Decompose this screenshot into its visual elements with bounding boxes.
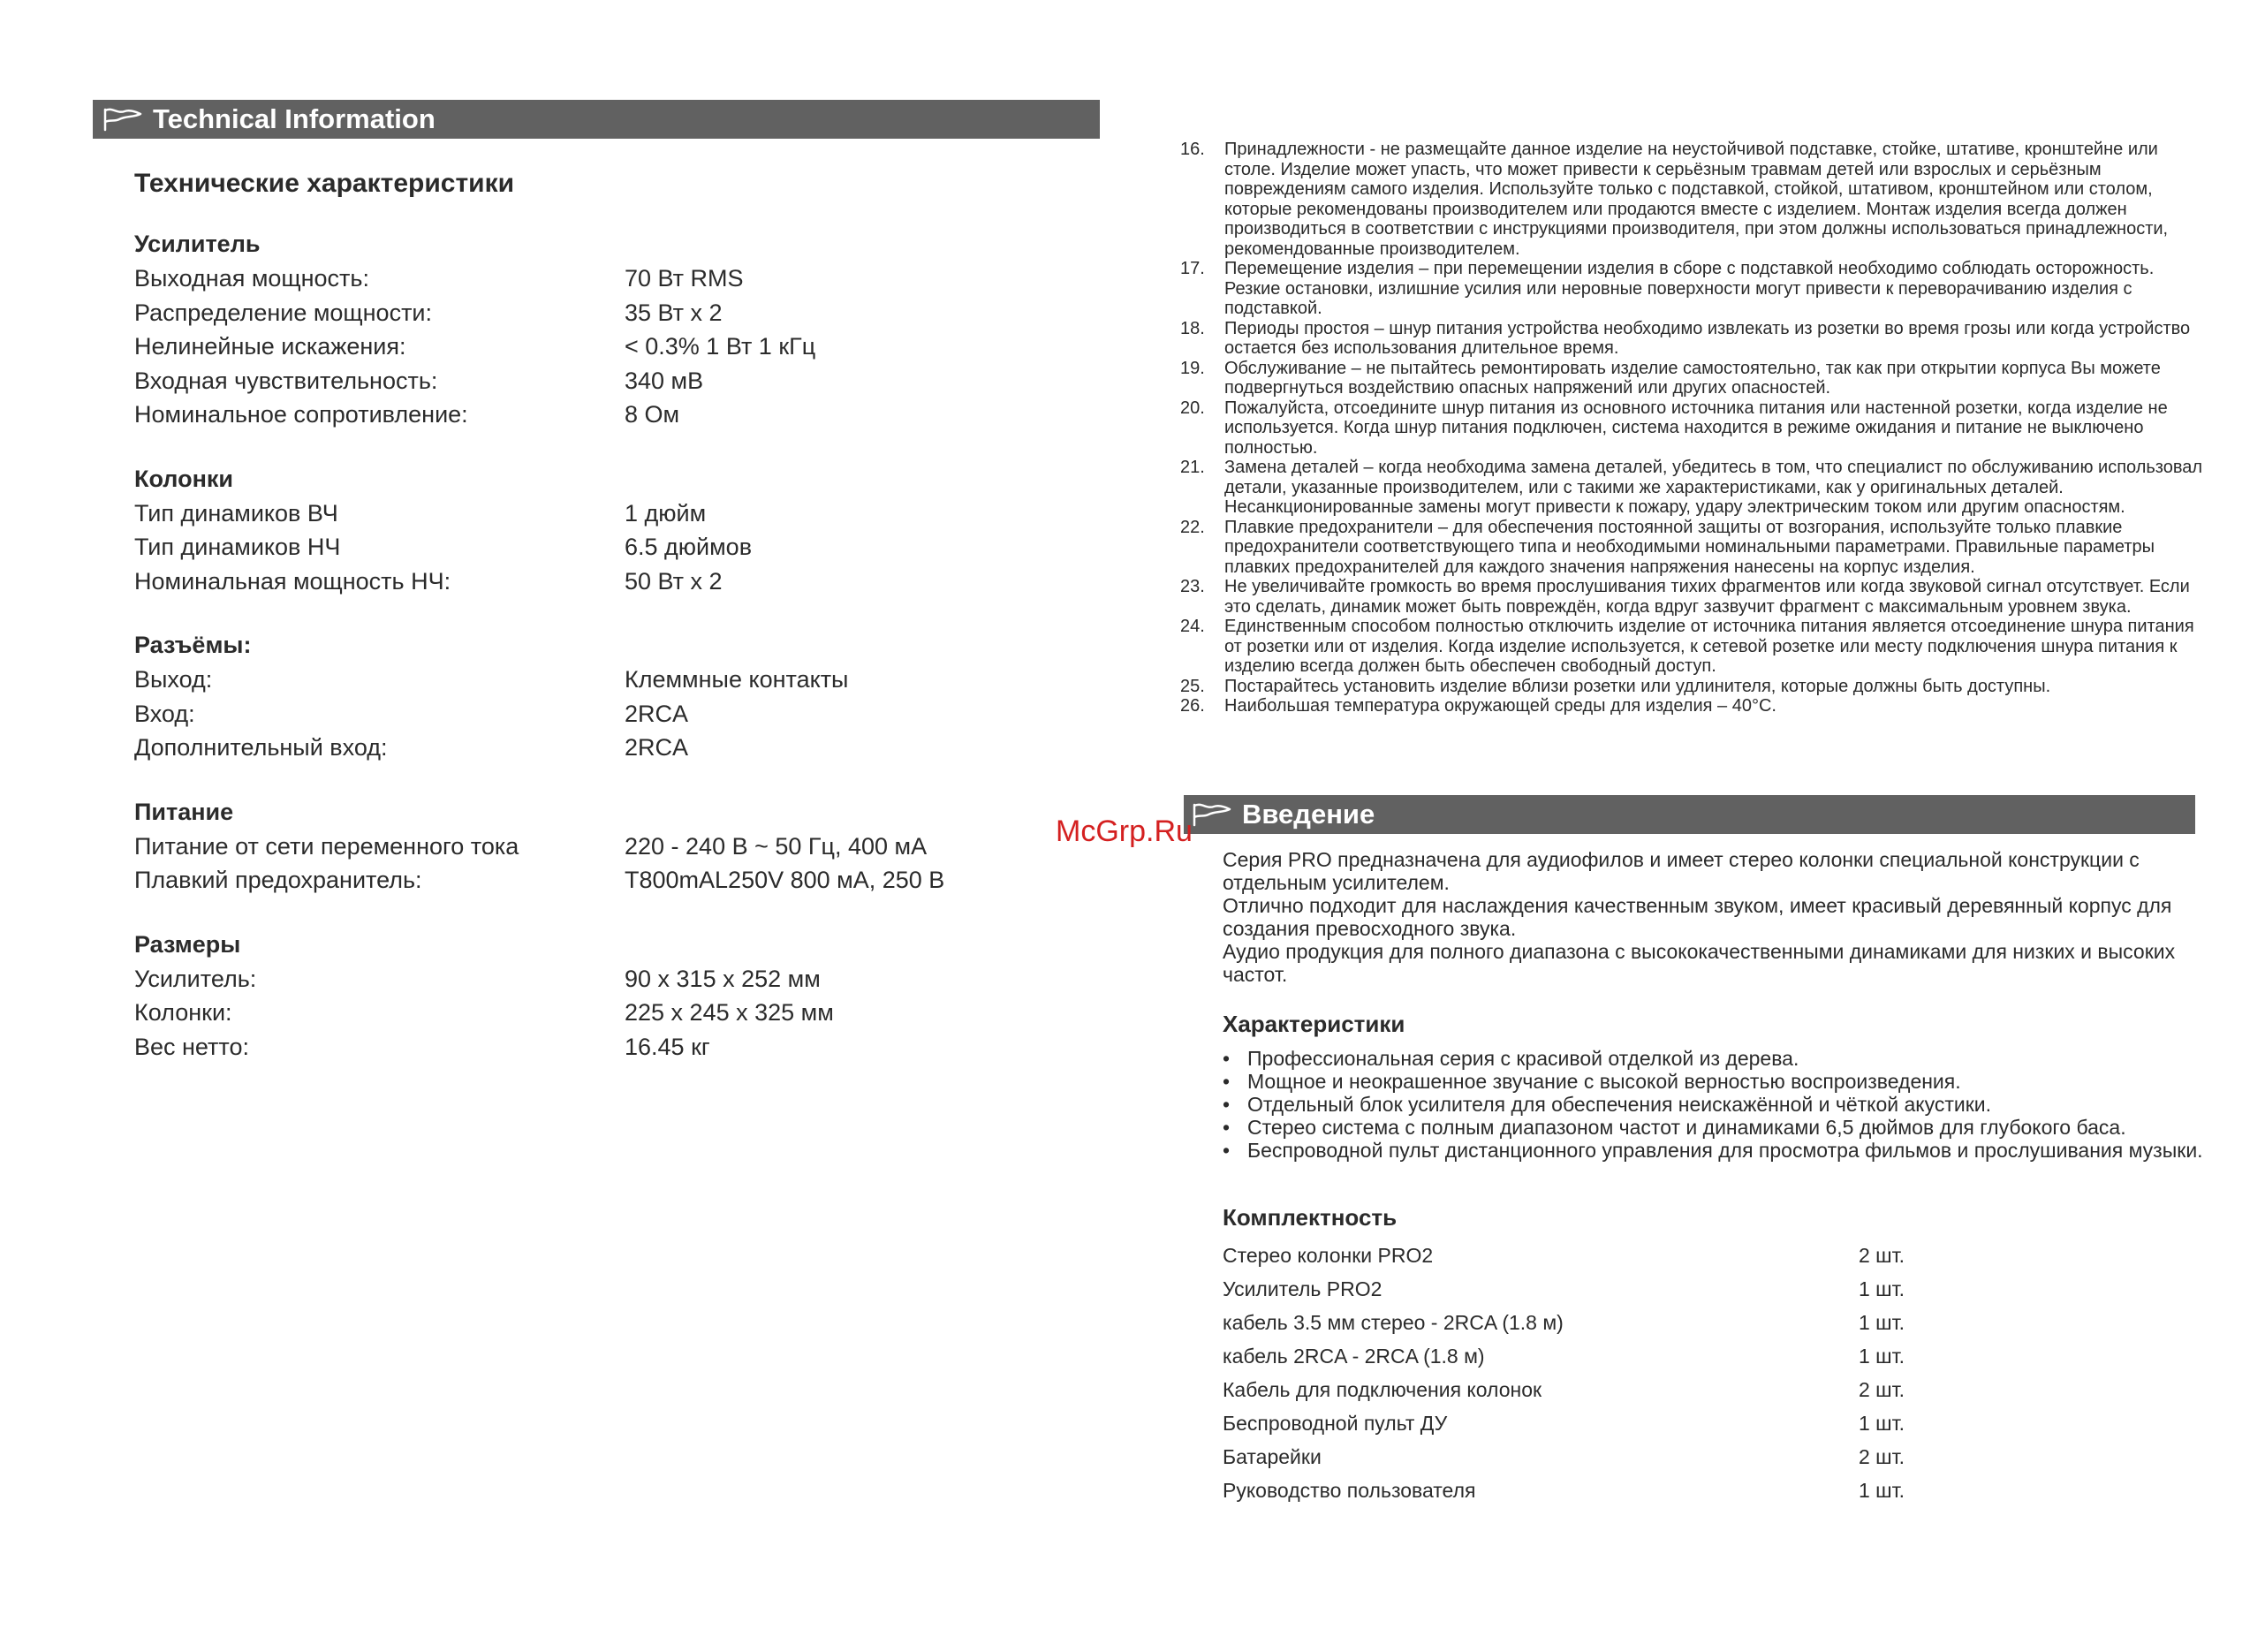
rule-item <box>1180 617 2214 677</box>
bullet-icon: • <box>1223 1116 1231 1139</box>
kit-row <box>1223 1272 2212 1306</box>
flag-icon <box>1191 802 1231 827</box>
bullet-icon: • <box>1223 1047 1231 1070</box>
spec-row <box>134 330 1062 364</box>
kit-item-qty: 1 шт. <box>1859 1277 1905 1300</box>
spec-sections <box>134 231 1062 1064</box>
spec-value: 225 x 245 x 325 мм <box>625 999 834 1026</box>
kit-row <box>1223 1339 2212 1373</box>
specs-panel <box>134 163 1062 1097</box>
spec-value: 35 Вт x 2 <box>625 299 723 326</box>
rule-number: 18. <box>1180 318 1205 338</box>
intro-paragraph: Серия PRO предназначена для аудиофилов и имеет стерео колонки специальной конструкции с отдельным усилителем. <box>1223 848 2140 894</box>
watermark: McGrp.Ru <box>1056 815 1193 848</box>
intro-paragraphs <box>1223 848 2212 986</box>
spec-label: Колонки: <box>134 999 232 1026</box>
spec-label: Дополнительный вход: <box>134 734 388 761</box>
kit-list <box>1223 1239 2212 1507</box>
rule-number: 20. <box>1180 398 1205 418</box>
spec-value: 50 Вт x 2 <box>625 567 723 595</box>
spec-value: 90 x 315 x 252 мм <box>625 965 821 992</box>
kit-row <box>1223 1239 2212 1272</box>
spec-value: Клеммные контакты <box>625 666 849 693</box>
rule-item <box>1180 458 2214 518</box>
kit-row <box>1223 1474 2212 1507</box>
kit-item-qty: 2 шт. <box>1859 1244 1905 1267</box>
rule-number: 21. <box>1180 458 1205 477</box>
kit-item-qty: 1 шт. <box>1859 1311 1905 1334</box>
spec-row <box>134 830 1062 864</box>
kit-item-name: Усилитель PRO2 <box>1223 1277 1382 1300</box>
rule-number: 22. <box>1180 517 1205 537</box>
kit-heading: Комплектность <box>1223 1204 1398 1231</box>
technical-information-title: Technical Information <box>153 103 436 134</box>
feature-item <box>1223 1047 2212 1070</box>
spec-label: Нелинейные искажения: <box>134 333 406 360</box>
kit-item-name: Стерео колонки PRO2 <box>1223 1244 1434 1267</box>
spec-label: Тип динамиков НЧ <box>134 534 341 560</box>
spec-label: Питание от сети переменного тока <box>134 832 519 860</box>
feature-text: Профессиональная серия с красивой отделкой из дерева. <box>1247 1047 1799 1070</box>
spec-row <box>134 962 1062 997</box>
flag-icon <box>102 107 142 132</box>
rule-text: Принадлежности - не размещайте данное изделие на неустойчивой подставке, стойке, штативе, кронштейне или столе. Изделие может упасть, что может привести к серьёзным травмам детей или взрослых и серьёзным повреждениям самого изделия. Используйте только с подставкой, стойкой, штативом, кронштейном или столом, которые рекомендованы производителем или продаются вместе с изделием. Монтаж изделия всегда должен производиться в соответствии с инструкциями производителя, при этом должны использоваться принадлежности, рекомендованные производителем. <box>1224 140 2169 259</box>
spec-row <box>134 863 1062 898</box>
rule-item <box>1180 577 2214 617</box>
rule-text: Наибольшая температура окружающей среды для изделия – 40°C. <box>1224 696 1776 716</box>
kit-item-qty: 1 шт. <box>1859 1345 1905 1368</box>
spec-row <box>134 565 1062 599</box>
spec-row <box>134 996 1062 1030</box>
safety-rules-list <box>1180 140 2214 716</box>
spec-section-heading: Усилитель <box>134 231 261 257</box>
kit-item-qty: 2 шт. <box>1859 1378 1905 1401</box>
intro-paragraph: Отлично подходит для наслаждения качественным звуком, имеет красивый деревянный корпус для создания превосходного звука. <box>1223 894 2172 940</box>
kit-row <box>1223 1373 2212 1406</box>
kit-item-qty: 2 шт. <box>1859 1445 1905 1468</box>
spec-value: 220 - 240 В ~ 50 Гц, 400 мА <box>625 832 928 860</box>
spec-value: 70 Вт RMS <box>625 265 744 292</box>
bullet-icon: • <box>1223 1093 1231 1116</box>
kit-item-name: кабель 3.5 мм стерео - 2RCA (1.8 м) <box>1223 1311 1564 1334</box>
bullet-icon: • <box>1223 1139 1231 1162</box>
spec-label: Выход: <box>134 666 213 693</box>
spec-label: Выходная мощность: <box>134 265 369 292</box>
rule-item <box>1180 518 2214 578</box>
spec-row <box>134 364 1062 398</box>
spec-value: 16.45 кг <box>625 1033 710 1060</box>
spec-section <box>134 231 1062 432</box>
bullet-icon: • <box>1223 1070 1231 1093</box>
features-list <box>1223 1047 2212 1162</box>
spec-value: 6.5 дюймов <box>625 534 753 560</box>
spec-row <box>134 296 1062 330</box>
spec-label: Распределение мощности: <box>134 299 433 326</box>
rule-item <box>1180 398 2214 458</box>
spec-row <box>134 398 1062 432</box>
spec-row <box>134 697 1062 731</box>
kit-row <box>1223 1440 2212 1474</box>
rule-text: Постарайтесь установить изделие вблизи розетки или удлинителя, которые должны быть доступны. <box>1224 676 2051 696</box>
kit-item-qty: 1 шт. <box>1859 1479 1905 1502</box>
feature-text: Беспроводной пульт дистанционного управления для просмотра фильмов и прослушивания музыки. <box>1247 1139 2203 1162</box>
technical-information-header <box>93 100 1100 139</box>
spec-section <box>134 466 1062 599</box>
kit-item-name: Руководство пользователя <box>1223 1479 1476 1502</box>
rule-number: 24. <box>1180 617 1205 636</box>
rule-text: Плавкие предохранители – для обеспечения постоянной защиты от возгорания, используйте только плавкие предохранители соответствующего типа и необходимыми номинальными параметрами. Правильные параметры плавких предохранителей для каждого значения напряжения нанесены на корпус изделия. <box>1224 517 2155 577</box>
rule-item <box>1180 677 2214 697</box>
rule-number: 19. <box>1180 358 1205 378</box>
rule-item <box>1180 140 2214 259</box>
spec-label: Входная чувствительность: <box>134 367 438 394</box>
rule-text: Перемещение изделия – при перемещении изделия в сборе с подставкой необходимо соблюдать осторожность. Резкие остановки, излишние усилия или неровные поверхности могут привести к переворачиванию изделия с подставкой. <box>1224 259 2155 318</box>
spec-label: Вход: <box>134 700 195 727</box>
rule-number: 17. <box>1180 259 1205 278</box>
rule-text: Пожалуйста, отсоедините шнур питания из основного источника питания или настенной розетки, когда изделие не используется. Когда шнур питания подключен, система находится в режиме ожидания и питание не выключено полностью. <box>1224 398 2168 458</box>
rule-number: 23. <box>1180 577 1205 596</box>
spec-section-heading: Размеры <box>134 930 241 958</box>
spec-value: 340 мВ <box>625 367 704 394</box>
spec-row <box>134 663 1062 697</box>
spec-value: 1 дюйм <box>625 499 707 527</box>
spec-label: Номинальная мощность НЧ: <box>134 567 451 595</box>
spec-label: Усилитель: <box>134 965 257 992</box>
intro-title: Введение <box>1242 799 1375 830</box>
rule-text: Обслуживание – не пытайтесь ремонтировать изделие самостоятельно, так как при открытии корпуса Вы можете подвергнуться воздействию опасных напряжений или других опасностей. <box>1224 358 2161 398</box>
intro-header <box>1184 795 2195 834</box>
rule-text: Периоды простоя – шнур питания устройства необходимо извлекать из розетки во время грозы или когда устройство остается без использования длительное время. <box>1224 318 2191 358</box>
rule-text: Не увеличивайте громкость во время прослушивания тихих фрагментов или когда звуковой сигнал отсутствует. Если это сделать, динамик может быть повреждён, когда вдруг зазвучит фрагмент с максимальным уровнем звука. <box>1224 577 2190 617</box>
kit-item-name: кабель 2RCA - 2RCA (1.8 м) <box>1223 1345 1485 1368</box>
spec-section-heading: Питание <box>134 798 234 825</box>
feature-text: Отдельный блок усилителя для обеспечения неискажённой и чёткой акустики. <box>1247 1093 1992 1116</box>
spec-section <box>134 799 1062 898</box>
feature-text: Мощное и неокрашенное звучание с высокой верностью воспроизведения. <box>1247 1070 1961 1093</box>
spec-section-heading: Колонки <box>134 465 234 492</box>
spec-row <box>134 1030 1062 1065</box>
rule-item <box>1180 319 2214 359</box>
rule-item <box>1180 259 2214 319</box>
rule-text: Замена деталей – когда необходима замена деталей, убедитесь в том, что специалист по обслуживанию использовал детали, указанные производителем, или с такими же характеристиками, как у оригинальных деталей. Несанкционированные замены могут привести к пожару, удару электрическим током или другим опасностям. <box>1224 458 2203 517</box>
specs-title: Технические характеристики <box>134 169 515 198</box>
spec-value: < 0.3% 1 Вт 1 кГц <box>625 333 816 360</box>
spec-value: T800mAL250V 800 мА, 250 В <box>625 867 945 893</box>
feature-item <box>1223 1116 2212 1139</box>
feature-text: Стерео система с полным диапазоном частот и динамиками 6,5 дюймов для глубокого баса. <box>1247 1116 2126 1139</box>
rule-text: Единственным способом полностью отключить изделие от источника питания является отсоединение шнура питания от розетки или от изделия. Когда изделие используется, к сетевой розетке или месту подключения шнура питания к изделию всегда должен быть обеспечен свободный доступ. <box>1224 617 2194 676</box>
feature-item <box>1223 1093 2212 1116</box>
spec-row <box>134 496 1062 531</box>
rule-number: 16. <box>1180 140 1205 159</box>
rule-number: 26. <box>1180 696 1205 716</box>
spec-value: 2RCA <box>625 734 689 761</box>
spec-label: Номинальное сопротивление: <box>134 401 468 428</box>
rule-number: 25. <box>1180 676 1205 696</box>
spec-row <box>134 530 1062 565</box>
kit-row <box>1223 1406 2212 1440</box>
spec-value: 8 Ом <box>625 401 680 428</box>
spec-section-heading: Разъёмы: <box>134 632 252 658</box>
spec-section <box>134 931 1062 1065</box>
intro-paragraph: Аудио продукция для полного диапазона с высококачественными динамиками для низких и высоких частот. <box>1223 940 2176 986</box>
rule-item <box>1180 359 2214 398</box>
kit-item-qty: 1 шт. <box>1859 1412 1905 1435</box>
kit-row <box>1223 1306 2212 1339</box>
intro-panel <box>1223 848 2212 1507</box>
spec-row <box>134 731 1062 765</box>
kit-item-name: Беспроводной пульт ДУ <box>1223 1412 1448 1435</box>
spec-value: 2RCA <box>625 700 689 727</box>
spec-section <box>134 632 1062 765</box>
kit-item-name: Батарейки <box>1223 1445 1322 1468</box>
spec-row <box>134 261 1062 296</box>
kit-item-name: Кабель для подключения колонок <box>1223 1378 1542 1401</box>
spec-label: Плавкий предохранитель: <box>134 867 422 893</box>
feature-item <box>1223 1139 2212 1162</box>
features-heading: Характеристики <box>1223 1011 1405 1037</box>
spec-label: Вес нетто: <box>134 1033 250 1060</box>
spec-label: Тип динамиков ВЧ <box>134 499 338 527</box>
rule-item <box>1180 696 2214 716</box>
feature-item <box>1223 1070 2212 1093</box>
